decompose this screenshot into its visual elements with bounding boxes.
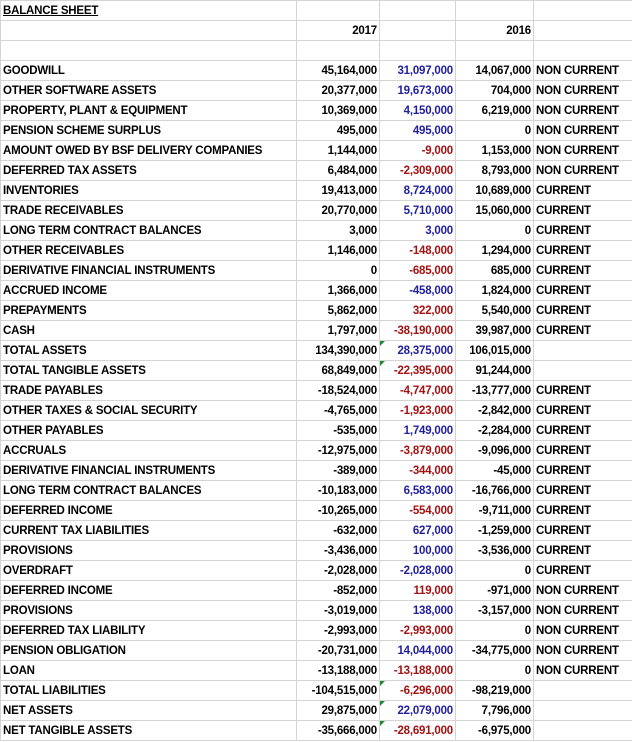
table-row xyxy=(1,141,632,161)
table-row xyxy=(1,481,632,501)
value-2017-cell[interactable]: -104,515,000 xyxy=(297,681,380,701)
value-2017-cell[interactable]: 5,862,000 xyxy=(297,301,380,321)
classification-cell[interactable]: CURRENT xyxy=(534,221,632,241)
change-cell[interactable]: -6,296,000 xyxy=(380,681,456,701)
change-cell[interactable]: 100,000 xyxy=(380,541,456,561)
row-label-cell[interactable]: PROVISIONS xyxy=(1,541,297,561)
classification-cell[interactable]: CURRENT xyxy=(534,301,632,321)
value-2017-cell[interactable]: -389,000 xyxy=(297,461,380,481)
value-2016-cell[interactable]: 0 xyxy=(456,661,534,681)
change-cell[interactable]: 31,097,000 xyxy=(380,61,456,81)
value-2017-cell[interactable]: 0 xyxy=(297,261,380,281)
row-label-cell[interactable]: OTHER PAYABLES xyxy=(1,421,297,441)
row-label-cell[interactable]: OTHER TAXES & SOCIAL SECURITY xyxy=(1,401,297,421)
value-2016-cell[interactable]: -971,000 xyxy=(456,581,534,601)
row-label-cell[interactable]: DEFERRED TAX ASSETS xyxy=(1,161,297,181)
title-row xyxy=(1,1,632,21)
value-2017-cell[interactable]: -2,028,000 xyxy=(297,561,380,581)
value-2016-cell[interactable]: 1,824,000 xyxy=(456,281,534,301)
table-row xyxy=(1,61,632,81)
classification-cell[interactable]: CURRENT xyxy=(534,241,632,261)
change-cell[interactable]: 8,724,000 xyxy=(380,181,456,201)
change-cell[interactable]: 138,000 xyxy=(380,601,456,621)
value-2017-cell[interactable]: -13,188,000 xyxy=(297,661,380,681)
table-row xyxy=(1,581,632,601)
value-2017-cell[interactable]: -18,524,000 xyxy=(297,381,380,401)
empty-cell[interactable] xyxy=(380,1,456,21)
row-label-cell[interactable]: TRADE RECEIVABLES xyxy=(1,201,297,221)
table-row xyxy=(1,161,632,181)
table-row xyxy=(1,641,632,661)
change-cell[interactable]: 119,000 xyxy=(380,581,456,601)
value-2017-cell[interactable]: -2,993,000 xyxy=(297,621,380,641)
change-cell[interactable]: 1,749,000 xyxy=(380,421,456,441)
empty-cell[interactable] xyxy=(297,41,380,61)
year-2016-header[interactable]: 2016 xyxy=(456,21,534,41)
classification-cell[interactable] xyxy=(534,681,632,701)
table-row xyxy=(1,341,632,361)
change-cell[interactable]: 14,044,000 xyxy=(380,641,456,661)
change-cell[interactable]: 4,150,000 xyxy=(380,101,456,121)
classification-cell[interactable]: NON CURRENT xyxy=(534,141,632,161)
value-2016-cell[interactable]: 8,793,000 xyxy=(456,161,534,181)
change-cell[interactable]: 22,079,000 xyxy=(380,701,456,721)
table-row xyxy=(1,561,632,581)
classification-cell[interactable]: CURRENT xyxy=(534,481,632,501)
row-label-cell[interactable]: CURRENT TAX LIABILITIES xyxy=(1,521,297,541)
value-2017-cell[interactable]: -535,000 xyxy=(297,421,380,441)
classification-cell[interactable]: CURRENT xyxy=(534,501,632,521)
row-label-cell[interactable]: TOTAL TANGIBLE ASSETS xyxy=(1,361,297,381)
row-label-cell[interactable]: TOTAL LIABILITIES xyxy=(1,681,297,701)
row-label-cell[interactable]: ACCRUED INCOME xyxy=(1,281,297,301)
classification-cell[interactable] xyxy=(534,701,632,721)
classification-cell[interactable]: NON CURRENT xyxy=(534,601,632,621)
change-cell[interactable]: 5,710,000 xyxy=(380,201,456,221)
value-2017-cell[interactable]: -3,436,000 xyxy=(297,541,380,561)
row-label-cell[interactable]: DERIVATIVE FINANCIAL INSTRUMENTS xyxy=(1,461,297,481)
table-row xyxy=(1,701,632,721)
table-row xyxy=(1,601,632,621)
classification-cell[interactable]: CURRENT xyxy=(534,561,632,581)
row-label-cell[interactable]: DEFERRED INCOME xyxy=(1,581,297,601)
table-row xyxy=(1,181,632,201)
table-row xyxy=(1,361,632,381)
empty-cell[interactable] xyxy=(534,41,632,61)
blank-row xyxy=(1,41,632,61)
change-cell[interactable]: -458,000 xyxy=(380,281,456,301)
change-cell[interactable]: -148,000 xyxy=(380,241,456,261)
value-2016-cell[interactable]: 6,219,000 xyxy=(456,101,534,121)
value-2017-cell[interactable]: -3,019,000 xyxy=(297,601,380,621)
table-row xyxy=(1,101,632,121)
error-indicator-icon xyxy=(380,721,385,726)
sheet-body xyxy=(1,1,632,741)
classification-cell[interactable]: NON CURRENT xyxy=(534,161,632,181)
value-2016-cell[interactable]: 39,987,000 xyxy=(456,321,534,341)
row-label-cell[interactable]: PROPERTY, PLANT & EQUIPMENT xyxy=(1,101,297,121)
classification-cell[interactable]: CURRENT xyxy=(534,381,632,401)
value-2017-cell[interactable]: 1,146,000 xyxy=(297,241,380,261)
row-label-cell[interactable]: DEFERRED TAX LIABILITY xyxy=(1,621,297,641)
value-2016-cell[interactable]: -6,975,000 xyxy=(456,721,534,741)
classification-cell[interactable]: CURRENT xyxy=(534,521,632,541)
classification-cell[interactable] xyxy=(534,361,632,381)
table-row xyxy=(1,121,632,141)
classification-cell[interactable]: NON CURRENT xyxy=(534,661,632,681)
sheet-title[interactable]: BALANCE SHEET xyxy=(1,1,297,21)
value-2016-cell[interactable]: -45,000 xyxy=(456,461,534,481)
value-2017-cell[interactable]: -852,000 xyxy=(297,581,380,601)
table-row xyxy=(1,441,632,461)
table-row xyxy=(1,401,632,421)
value-2016-cell[interactable]: 0 xyxy=(456,121,534,141)
change-cell[interactable]: -2,993,000 xyxy=(380,621,456,641)
row-label-cell[interactable]: INVENTORIES xyxy=(1,181,297,201)
value-2017-cell[interactable]: 19,413,000 xyxy=(297,181,380,201)
value-2017-cell[interactable]: 1,366,000 xyxy=(297,281,380,301)
row-label-cell[interactable]: TOTAL ASSETS xyxy=(1,341,297,361)
row-label-cell[interactable]: DEFERRED INCOME xyxy=(1,501,297,521)
row-label-cell[interactable]: CASH xyxy=(1,321,297,341)
table-row xyxy=(1,81,632,101)
change-cell[interactable]: 28,375,000 xyxy=(380,341,456,361)
value-2017-cell[interactable]: -20,731,000 xyxy=(297,641,380,661)
value-2016-cell[interactable]: 106,015,000 xyxy=(456,341,534,361)
change-cell[interactable]: -685,000 xyxy=(380,261,456,281)
value-2017-cell[interactable]: -35,666,000 xyxy=(297,721,380,741)
value-2016-cell[interactable]: -9,096,000 xyxy=(456,441,534,461)
value-2017-cell[interactable]: 1,797,000 xyxy=(297,321,380,341)
value-2016-cell[interactable]: -34,775,000 xyxy=(456,641,534,661)
classification-cell[interactable]: NON CURRENT xyxy=(534,61,632,81)
value-2017-cell[interactable]: -10,265,000 xyxy=(297,501,380,521)
value-2016-cell[interactable]: 10,689,000 xyxy=(456,181,534,201)
classification-cell[interactable] xyxy=(534,721,632,741)
header-row xyxy=(1,21,632,41)
change-cell[interactable]: -13,188,000 xyxy=(380,661,456,681)
row-label-cell[interactable]: PENSION SCHEME SURPLUS xyxy=(1,121,297,141)
change-cell[interactable]: 6,583,000 xyxy=(380,481,456,501)
value-2017-cell[interactable]: -632,000 xyxy=(297,521,380,541)
table-row xyxy=(1,221,632,241)
value-2016-cell[interactable]: 7,796,000 xyxy=(456,701,534,721)
error-indicator-icon xyxy=(380,681,385,686)
empty-cell[interactable] xyxy=(380,21,456,41)
value-2016-cell[interactable]: 0 xyxy=(456,621,534,641)
table-row xyxy=(1,521,632,541)
row-label-cell[interactable]: PREPAYMENTS xyxy=(1,301,297,321)
change-cell[interactable]: -554,000 xyxy=(380,501,456,521)
value-2017-cell[interactable]: -10,183,000 xyxy=(297,481,380,501)
value-2017-cell[interactable]: 495,000 xyxy=(297,121,380,141)
classification-cell[interactable]: NON CURRENT xyxy=(534,101,632,121)
value-2016-cell[interactable]: -16,766,000 xyxy=(456,481,534,501)
value-2017-cell[interactable]: 20,770,000 xyxy=(297,201,380,221)
classification-cell[interactable]: CURRENT xyxy=(534,261,632,281)
table-row xyxy=(1,501,632,521)
classification-cell[interactable]: NON CURRENT xyxy=(534,81,632,101)
empty-cell[interactable] xyxy=(534,1,632,21)
value-2016-cell[interactable]: 0 xyxy=(456,221,534,241)
classification-cell[interactable]: CURRENT xyxy=(534,441,632,461)
change-cell[interactable]: -2,028,000 xyxy=(380,561,456,581)
change-cell[interactable]: -28,691,000 xyxy=(380,721,456,741)
change-cell[interactable]: -4,747,000 xyxy=(380,381,456,401)
row-label-cell[interactable]: LONG TERM CONTRACT BALANCES xyxy=(1,481,297,501)
value-2016-cell[interactable]: 1,294,000 xyxy=(456,241,534,261)
classification-cell[interactable]: NON CURRENT xyxy=(534,581,632,601)
value-2017-cell[interactable]: 134,390,000 xyxy=(297,341,380,361)
value-2016-cell[interactable]: 1,153,000 xyxy=(456,141,534,161)
classification-cell[interactable]: CURRENT xyxy=(534,401,632,421)
value-2016-cell[interactable]: 91,244,000 xyxy=(456,361,534,381)
change-cell[interactable]: 322,000 xyxy=(380,301,456,321)
change-cell[interactable]: 627,000 xyxy=(380,521,456,541)
value-2016-cell[interactable]: 0 xyxy=(456,561,534,581)
empty-cell[interactable] xyxy=(1,41,297,61)
row-label-cell[interactable]: LONG TERM CONTRACT BALANCES xyxy=(1,221,297,241)
value-2016-cell[interactable]: -3,157,000 xyxy=(456,601,534,621)
value-2017-cell[interactable]: 10,369,000 xyxy=(297,101,380,121)
empty-cell[interactable] xyxy=(534,21,632,41)
table-row xyxy=(1,301,632,321)
value-2016-cell[interactable]: -2,284,000 xyxy=(456,421,534,441)
value-2017-cell[interactable]: 6,484,000 xyxy=(297,161,380,181)
change-cell[interactable]: -3,879,000 xyxy=(380,441,456,461)
table-row xyxy=(1,381,632,401)
change-cell[interactable]: -9,000 xyxy=(380,141,456,161)
value-2017-cell[interactable]: 20,377,000 xyxy=(297,81,380,101)
value-2017-cell[interactable]: 68,849,000 xyxy=(297,361,380,381)
error-indicator-icon xyxy=(380,361,385,366)
table-row xyxy=(1,261,632,281)
value-2017-cell[interactable]: 29,875,000 xyxy=(297,701,380,721)
row-label-cell[interactable]: TRADE PAYABLES xyxy=(1,381,297,401)
table-row xyxy=(1,621,632,641)
row-label-cell[interactable]: PENSION OBLIGATION xyxy=(1,641,297,661)
value-2017-cell[interactable]: -12,975,000 xyxy=(297,441,380,461)
row-label-cell[interactable]: OVERDRAFT xyxy=(1,561,297,581)
change-cell[interactable]: -22,395,000 xyxy=(380,361,456,381)
table-row xyxy=(1,281,632,301)
row-label-cell[interactable]: LOAN xyxy=(1,661,297,681)
change-cell[interactable]: 495,000 xyxy=(380,121,456,141)
classification-cell[interactable]: CURRENT xyxy=(534,461,632,481)
table-row xyxy=(1,461,632,481)
error-indicator-icon xyxy=(380,701,385,706)
row-label-cell[interactable]: PROVISIONS xyxy=(1,601,297,621)
value-2017-cell[interactable]: -4,765,000 xyxy=(297,401,380,421)
row-label-cell[interactable]: OTHER SOFTWARE ASSETS xyxy=(1,81,297,101)
classification-cell[interactable]: CURRENT xyxy=(534,281,632,301)
value-2017-cell[interactable]: 3,000 xyxy=(297,221,380,241)
value-2016-cell[interactable]: 15,060,000 xyxy=(456,201,534,221)
value-2016-cell[interactable]: 5,540,000 xyxy=(456,301,534,321)
value-2017-cell[interactable]: 1,144,000 xyxy=(297,141,380,161)
error-indicator-icon xyxy=(380,341,385,346)
empty-cell[interactable] xyxy=(456,41,534,61)
table-row xyxy=(1,721,632,741)
change-cell[interactable]: -344,000 xyxy=(380,461,456,481)
empty-cell[interactable] xyxy=(1,21,297,41)
table-row xyxy=(1,241,632,261)
row-label-cell[interactable]: DERIVATIVE FINANCIAL INSTRUMENTS xyxy=(1,261,297,281)
empty-cell[interactable] xyxy=(456,1,534,21)
empty-cell[interactable] xyxy=(297,1,380,21)
classification-cell[interactable]: CURRENT xyxy=(534,321,632,341)
classification-cell[interactable]: CURRENT xyxy=(534,181,632,201)
table-row xyxy=(1,681,632,701)
value-2017-cell[interactable]: 45,164,000 xyxy=(297,61,380,81)
value-2016-cell[interactable]: 685,000 xyxy=(456,261,534,281)
classification-cell[interactable]: CURRENT xyxy=(534,201,632,221)
table-row xyxy=(1,661,632,681)
value-2016-cell[interactable]: 704,000 xyxy=(456,81,534,101)
value-2016-cell[interactable]: -2,842,000 xyxy=(456,401,534,421)
classification-cell[interactable]: CURRENT xyxy=(534,541,632,561)
row-label-cell[interactable]: NET TANGIBLE ASSETS xyxy=(1,721,297,741)
classification-cell[interactable]: CURRENT xyxy=(534,421,632,441)
change-cell[interactable]: -38,190,000 xyxy=(380,321,456,341)
change-cell[interactable]: 3,000 xyxy=(380,221,456,241)
table-row xyxy=(1,421,632,441)
value-2016-cell[interactable]: -13,777,000 xyxy=(456,381,534,401)
change-cell[interactable]: 19,673,000 xyxy=(380,81,456,101)
row-label-cell[interactable]: OTHER RECEIVABLES xyxy=(1,241,297,261)
row-label-cell[interactable]: GOODWILL xyxy=(1,61,297,81)
value-2016-cell[interactable]: -98,219,000 xyxy=(456,681,534,701)
row-label-cell[interactable]: ACCRUALS xyxy=(1,441,297,461)
row-label-cell[interactable]: AMOUNT OWED BY BSF DELIVERY COMPANIES xyxy=(1,141,297,161)
table-row xyxy=(1,321,632,341)
change-cell[interactable]: -2,309,000 xyxy=(380,161,456,181)
row-label-cell[interactable]: NET ASSETS xyxy=(1,701,297,721)
classification-cell[interactable]: NON CURRENT xyxy=(534,621,632,641)
classification-cell[interactable] xyxy=(534,341,632,361)
value-2016-cell[interactable]: -3,536,000 xyxy=(456,541,534,561)
value-2016-cell[interactable]: -1,259,000 xyxy=(456,521,534,541)
table-row xyxy=(1,541,632,561)
value-2016-cell[interactable]: -9,711,000 xyxy=(456,501,534,521)
classification-cell[interactable]: NON CURRENT xyxy=(534,121,632,141)
year-2017-header[interactable]: 2017 xyxy=(297,21,380,41)
empty-cell[interactable] xyxy=(380,41,456,61)
classification-cell[interactable]: NON CURRENT xyxy=(534,641,632,661)
value-2016-cell[interactable]: 14,067,000 xyxy=(456,61,534,81)
change-cell[interactable]: -1,923,000 xyxy=(380,401,456,421)
table-row xyxy=(1,201,632,221)
